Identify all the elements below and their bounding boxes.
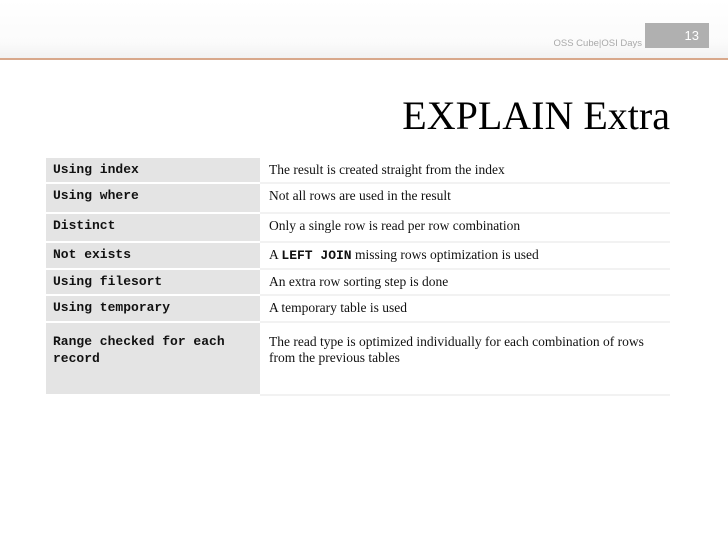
description-cell	[260, 183, 670, 213]
left-join-code: LEFT JOIN	[281, 248, 352, 263]
extra-key: Using index	[53, 162, 139, 177]
description-cell	[260, 213, 670, 242]
page-number: 13	[645, 23, 709, 48]
extra-description: An extra row sorting step is done	[269, 274, 449, 289]
table-row	[46, 183, 670, 213]
key-cell	[46, 322, 260, 395]
extra-key: Distinct	[53, 218, 116, 233]
footer-label: OSS Cube|OSI Days	[553, 38, 642, 49]
extra-key: Using where	[53, 188, 139, 203]
slide-title: EXPLAIN Extra	[402, 93, 670, 138]
table-row	[46, 295, 670, 322]
extra-description: The read type is optimized individually for each combination of rows from the previous tables	[269, 334, 644, 365]
description-cell	[260, 295, 670, 322]
key-cell	[46, 242, 260, 269]
extra-description: Not all rows are used in the result	[269, 188, 451, 203]
key-cell	[46, 183, 260, 213]
extra-key: Using filesort	[53, 274, 163, 289]
header-divider	[0, 58, 728, 60]
explain-extra-table	[46, 158, 670, 396]
description-prefix: A	[269, 247, 282, 262]
description-suffix: missing rows optimization is used	[351, 247, 539, 262]
table-row	[46, 213, 670, 242]
extra-description: Only a single row is read per row combination	[269, 218, 521, 233]
description-cell	[260, 269, 670, 295]
key-cell	[46, 295, 260, 322]
description-cell	[260, 242, 670, 269]
key-cell	[46, 158, 260, 183]
extra-key: Range checked for each record	[53, 334, 225, 366]
extra-key: Using temporary	[53, 300, 171, 315]
key-cell	[46, 269, 260, 295]
extra-description	[260, 243, 670, 264]
extra-description: The result is created straight from the index	[269, 162, 505, 177]
extra-key: Not exists	[53, 247, 132, 262]
table-row	[46, 269, 670, 295]
table-row	[46, 322, 670, 395]
extra-description: A temporary table is used	[269, 300, 407, 315]
description-cell	[260, 158, 670, 183]
key-cell	[46, 213, 260, 242]
header-band	[0, 0, 728, 60]
table-row	[46, 158, 670, 183]
table-row	[46, 242, 670, 269]
description-cell	[260, 322, 670, 395]
